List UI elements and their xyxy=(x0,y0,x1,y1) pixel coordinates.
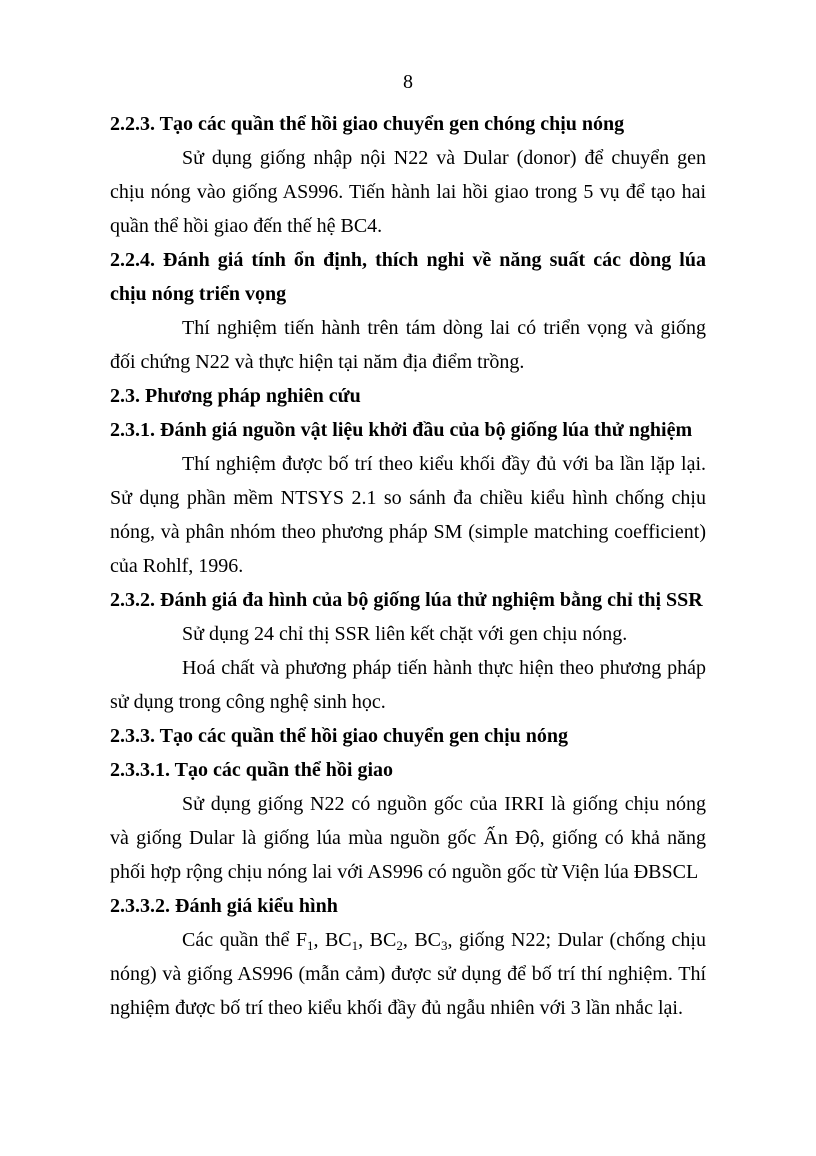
paragraph-2-2-3: Sử dụng giống nhập nội N22 và Dular (donor) để chuyển gen chịu nóng vào giống AS996. Tiến hành lai hồi giao trong 5 vụ để tạo hai quần thể hồi giao đến thế hệ BC4. xyxy=(110,147,706,237)
text-run: , BC xyxy=(358,929,397,951)
subscript: 3 xyxy=(441,938,448,953)
heading-2-3-3: 2.3.3. Tạo các quần thể hồi giao chuyển gen chịu nóng xyxy=(110,725,569,747)
paragraph-2-3-1: Thí nghiệm được bố trí theo kiểu khối đầy đủ với ba lần lặp lại. Sử dụng phần mềm NTSYS 2.1 so sánh đa chiều kiểu hình chống chịu nóng, và phân nhóm theo phương pháp SM (simple matching coefficient) của Rohlf, 1996. xyxy=(110,453,706,577)
text-run: Các quần thể F xyxy=(182,929,307,951)
heading-2-3-3-1: 2.3.3.1. Tạo các quần thể hồi giao xyxy=(110,759,393,781)
subscript: 1 xyxy=(351,938,359,953)
heading-2-3: 2.3. Phương pháp nghiên cứu xyxy=(110,385,361,407)
document-body xyxy=(110,107,706,1025)
paragraph-2-3-3-1: Sử dụng giống N22 có nguồn gốc của IRRI là giống chịu nóng và giống Dular là giống lúa mùa nguồn gốc Ấn Độ, giống có khả năng phối hợp rộng chịu nóng lai với AS996 có nguồn gốc từ Viện lúa ĐBSCL xyxy=(110,793,706,883)
subscript: 1 xyxy=(306,938,314,953)
paragraph-2-2-4: Thí nghiệm tiến hành trên tám dòng lai có triển vọng và giống đối chứng N22 và thực hiện tại năm địa điểm trồng. xyxy=(110,317,706,373)
paragraph-2-3-2-a: Sử dụng 24 chỉ thị SSR liên kết chặt với gen chịu nóng. xyxy=(182,623,628,645)
text-run: , giống N22; Dular (chống chịu nóng) và giống AS996 (mẫn cảm) được sử dụng để bố trí thí nghiệm. Thí nghiệm được bố trí theo kiểu khối đầy đủ ngẫu nhiên với 3 lần nhắc lại. xyxy=(110,929,706,1019)
text-run: , BC xyxy=(402,929,441,951)
paragraph-2-3-2-b: Hoá chất và phương pháp tiến hành thực hiện theo phương pháp sử dụng trong công nghệ sinh học. xyxy=(110,657,706,713)
paragraph-2-3-3-2 xyxy=(110,923,706,1025)
heading-2-2-4: 2.2.4. Đánh giá tính ổn định, thích nghi về năng suất các dòng lúa chịu nóng triển vọng xyxy=(110,249,706,305)
heading-2-2-3: 2.2.3. Tạo các quần thể hồi giao chuyển gen chóng chịu nóng xyxy=(110,113,625,135)
heading-2-3-1: 2.3.1. Đánh giá nguồn vật liệu khởi đầu của bộ giống lúa thử nghiệm xyxy=(110,419,693,441)
subscript: 2 xyxy=(396,938,403,953)
heading-2-3-2: 2.3.2. Đánh giá đa hình của bộ giống lúa thử nghiệm bằng chỉ thị SSR xyxy=(110,589,703,611)
heading-2-3-3-2: 2.3.3.2. Đánh giá kiểu hình xyxy=(110,895,338,917)
text-run: , BC xyxy=(313,929,352,951)
page-number: 8 xyxy=(403,71,413,93)
